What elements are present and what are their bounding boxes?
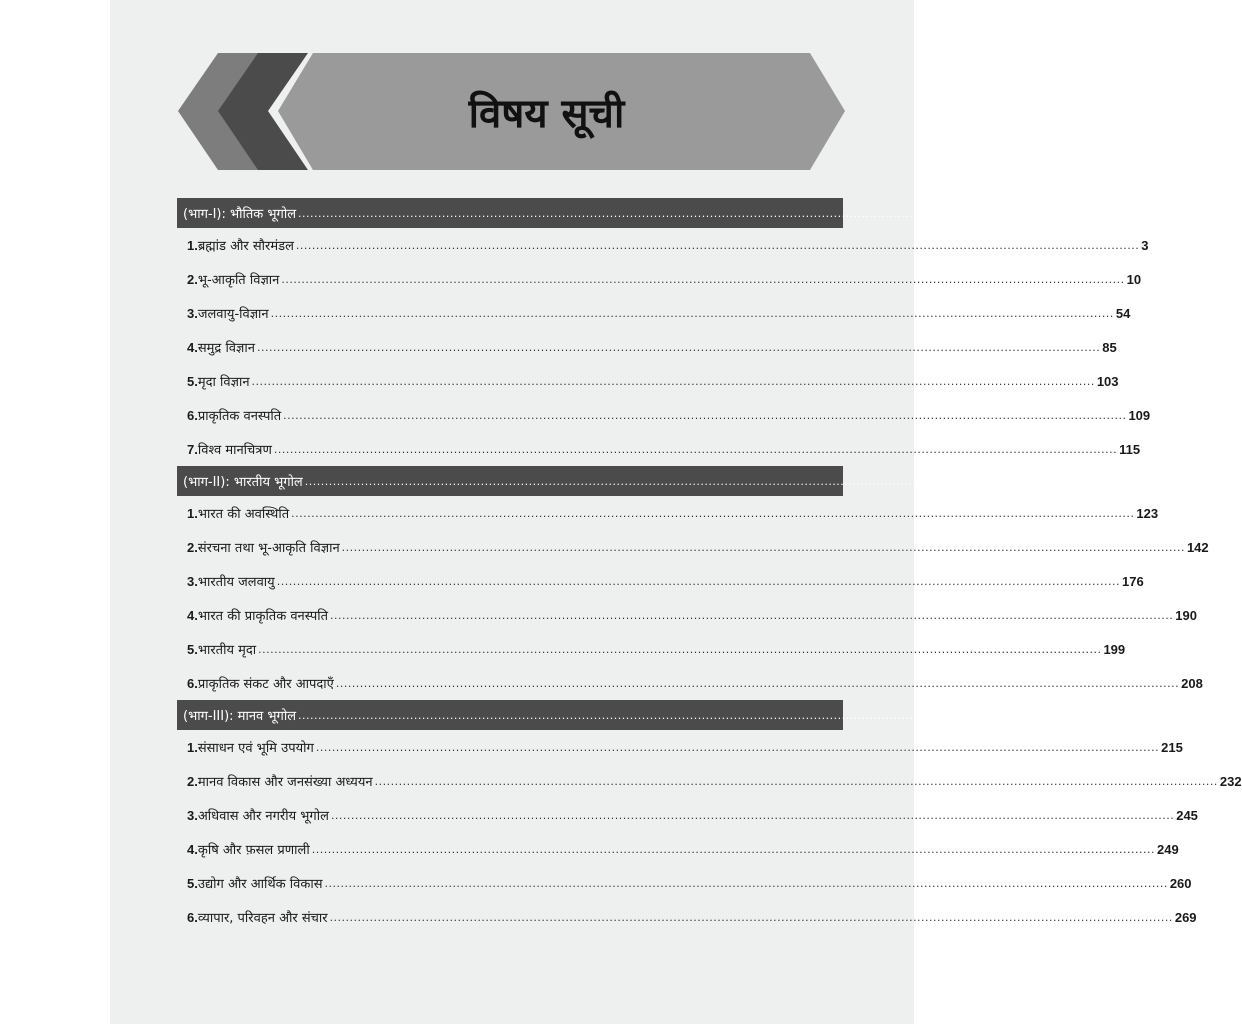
- entry-title: भू-आकृति विज्ञान: [197, 273, 280, 288]
- toc-entry: [177, 228, 1149, 262]
- dot-leader: ...................................................................................................................................................................................................................: [324, 876, 1168, 890]
- section-page-range: 213-278: [1143, 707, 1195, 723]
- dot-leader: ...................................................................................................................................................................................................................: [335, 676, 1180, 690]
- entry-title: संसाधन एवं भूमि उपयोग: [197, 741, 314, 756]
- dot-leader: ...................................................................................................................................................................................................................: [256, 340, 1101, 354]
- entry-number: 4.: [187, 841, 198, 857]
- table-of-contents: [177, 198, 1242, 934]
- toc-section: [177, 700, 1242, 934]
- entry-number: 5.: [187, 875, 198, 891]
- dot-leader: ...................................................................................................................................................................................................................: [295, 238, 1140, 252]
- toc-section: [177, 198, 1180, 466]
- entry-page-number: 269: [1174, 909, 1197, 925]
- dot-leader: ...................................................................................................................................................................................................................: [283, 408, 1127, 422]
- entry-number: 2.: [187, 271, 198, 287]
- dot-leader: ...................................................................................................................................................................................................................: [315, 740, 1160, 754]
- entry-number: 6.: [187, 675, 198, 691]
- entry-page-number: 245: [1176, 807, 1198, 823]
- entry-title: व्यापार, परिवहन और संचार: [197, 911, 328, 926]
- dot-leader: ...................................................................................................................................................................................................................: [270, 306, 1114, 320]
- dot-leader: ...................................................................................................................................................................................................................: [341, 540, 1185, 554]
- toc-entry: [177, 262, 1142, 296]
- dot-leader: ...................................................................................................................................................................................................................: [298, 708, 1142, 722]
- section-label: (भाग-II): भारतीय भूगोल: [183, 475, 303, 490]
- dot-leader: ...................................................................................................................................................................................................................: [273, 442, 1118, 456]
- dot-leader: ...................................................................................................................................................................................................................: [298, 206, 1142, 220]
- entry-page-number: 3: [1141, 237, 1149, 253]
- entry-number: 1.: [187, 237, 198, 253]
- entry-title: भारत की अवस्थिति: [197, 507, 290, 522]
- dot-leader: ...................................................................................................................................................................................................................: [251, 374, 1095, 388]
- entry-title: संरचना तथा भू-आकृति विज्ञान: [197, 541, 340, 556]
- toc-entry: [177, 832, 1179, 866]
- entry-title: भारतीय जलवायु: [197, 575, 275, 590]
- entry-title: प्राकृतिक वनस्पति: [197, 409, 282, 424]
- entry-title: जलवायु-विज्ञान: [197, 307, 269, 322]
- section-page-range: 121-212: [1150, 473, 1202, 489]
- entry-number: 2.: [187, 539, 198, 555]
- entry-title: प्राकृतिक संकट और आपदाएँ: [197, 677, 334, 692]
- toc-section: [177, 466, 1209, 700]
- entry-number: 3.: [187, 807, 198, 823]
- toc-entry: [177, 432, 1141, 466]
- dot-leader: ...................................................................................................................................................................................................................: [258, 642, 1102, 656]
- section-label: (भाग-I): भौतिक भूगोल: [183, 207, 297, 222]
- entry-page-number: 109: [1128, 407, 1151, 423]
- section-label: (भाग-III): मानव भूगोल: [183, 709, 297, 724]
- entry-title: भारत की प्राकृतिक वनस्पति: [197, 609, 328, 624]
- entry-page-number: 208: [1181, 675, 1203, 691]
- title-banner: [178, 53, 845, 170]
- toc-entry: [177, 364, 1119, 398]
- toc-entry: [177, 764, 1242, 798]
- entry-page-number: 142: [1186, 539, 1209, 555]
- entry-number: 5.: [187, 641, 198, 657]
- page-title: विषय सूची: [468, 91, 625, 137]
- entry-number: 2.: [187, 773, 198, 789]
- entry-page-number: 103: [1096, 373, 1119, 389]
- toc-entry: [177, 296, 1131, 330]
- entry-number: 1.: [187, 739, 198, 755]
- entry-number: 4.: [187, 607, 198, 623]
- toc-entry: [177, 564, 1144, 598]
- toc-entry: [177, 330, 1117, 364]
- toc-entry: [177, 730, 1183, 764]
- entry-number: 4.: [187, 339, 198, 355]
- dot-leader: ...................................................................................................................................................................................................................: [276, 574, 1120, 588]
- toc-entry: [177, 598, 1197, 632]
- entry-title: विश्व मानचित्रण: [197, 443, 272, 458]
- entry-title: उद्योग और आर्थिक विकास: [197, 877, 323, 892]
- dot-leader: ...................................................................................................................................................................................................................: [311, 842, 1155, 856]
- dot-leader: ...................................................................................................................................................................................................................: [374, 774, 1218, 788]
- toc-entry: [177, 632, 1126, 666]
- entry-list: [177, 730, 1242, 934]
- toc-entry: [177, 900, 1197, 934]
- toc-entry: [177, 798, 1198, 832]
- toc-entry: [177, 496, 1159, 530]
- entry-page-number: 232: [1219, 773, 1242, 789]
- toc-entry: [177, 666, 1203, 700]
- section-header: [177, 700, 1195, 730]
- entry-number: 3.: [187, 305, 198, 321]
- toc-entry: [177, 398, 1151, 432]
- entry-page-number: 260: [1169, 875, 1192, 891]
- entry-number: 1.: [187, 505, 198, 521]
- entry-number: 6.: [187, 407, 198, 423]
- entry-number: 7.: [187, 441, 198, 457]
- section-page-range: 1-120: [1143, 205, 1180, 221]
- toc-entry: [177, 530, 1209, 564]
- entry-title: मानव विकास और जनसंख्या अध्ययन: [197, 775, 373, 790]
- entry-page-number: 199: [1103, 641, 1126, 657]
- entry-page-number: 85: [1102, 339, 1117, 355]
- dot-leader: ...................................................................................................................................................................................................................: [330, 608, 1174, 622]
- entry-page-number: 176: [1122, 573, 1144, 589]
- entry-number: 6.: [187, 909, 198, 925]
- entry-title: ब्रह्मांड और सौरमंडल: [197, 239, 294, 254]
- entry-title: समुद्र विज्ञान: [197, 341, 255, 356]
- entry-page-number: 249: [1156, 841, 1179, 857]
- entry-list: [177, 496, 1209, 700]
- entry-page-number: 54: [1115, 305, 1131, 321]
- entry-page-number: 115: [1119, 441, 1141, 457]
- entry-list: [177, 228, 1151, 466]
- entry-title: भारतीय मृदा: [197, 643, 257, 658]
- entry-page-number: 123: [1136, 505, 1159, 521]
- dot-leader: ...................................................................................................................................................................................................................: [330, 808, 1175, 822]
- dot-leader: ...................................................................................................................................................................................................................: [304, 474, 1149, 488]
- entry-title: कृषि और फ़सल प्रणाली: [197, 843, 310, 858]
- entry-page-number: 215: [1161, 739, 1183, 755]
- entry-page-number: 10: [1126, 271, 1142, 287]
- dot-leader: ...................................................................................................................................................................................................................: [291, 506, 1135, 520]
- entry-title: अधिवास और नगरीय भूगोल: [197, 809, 329, 824]
- entry-page-number: 190: [1175, 607, 1197, 623]
- dot-leader: ...................................................................................................................................................................................................................: [281, 272, 1125, 286]
- dot-leader: ...................................................................................................................................................................................................................: [329, 910, 1173, 924]
- toc-entry: [177, 866, 1192, 900]
- entry-title: मृदा विज्ञान: [197, 375, 250, 390]
- section-header: [177, 466, 1202, 496]
- entry-number: 5.: [187, 373, 198, 389]
- entry-number: 3.: [187, 573, 198, 589]
- section-header: [177, 198, 1180, 228]
